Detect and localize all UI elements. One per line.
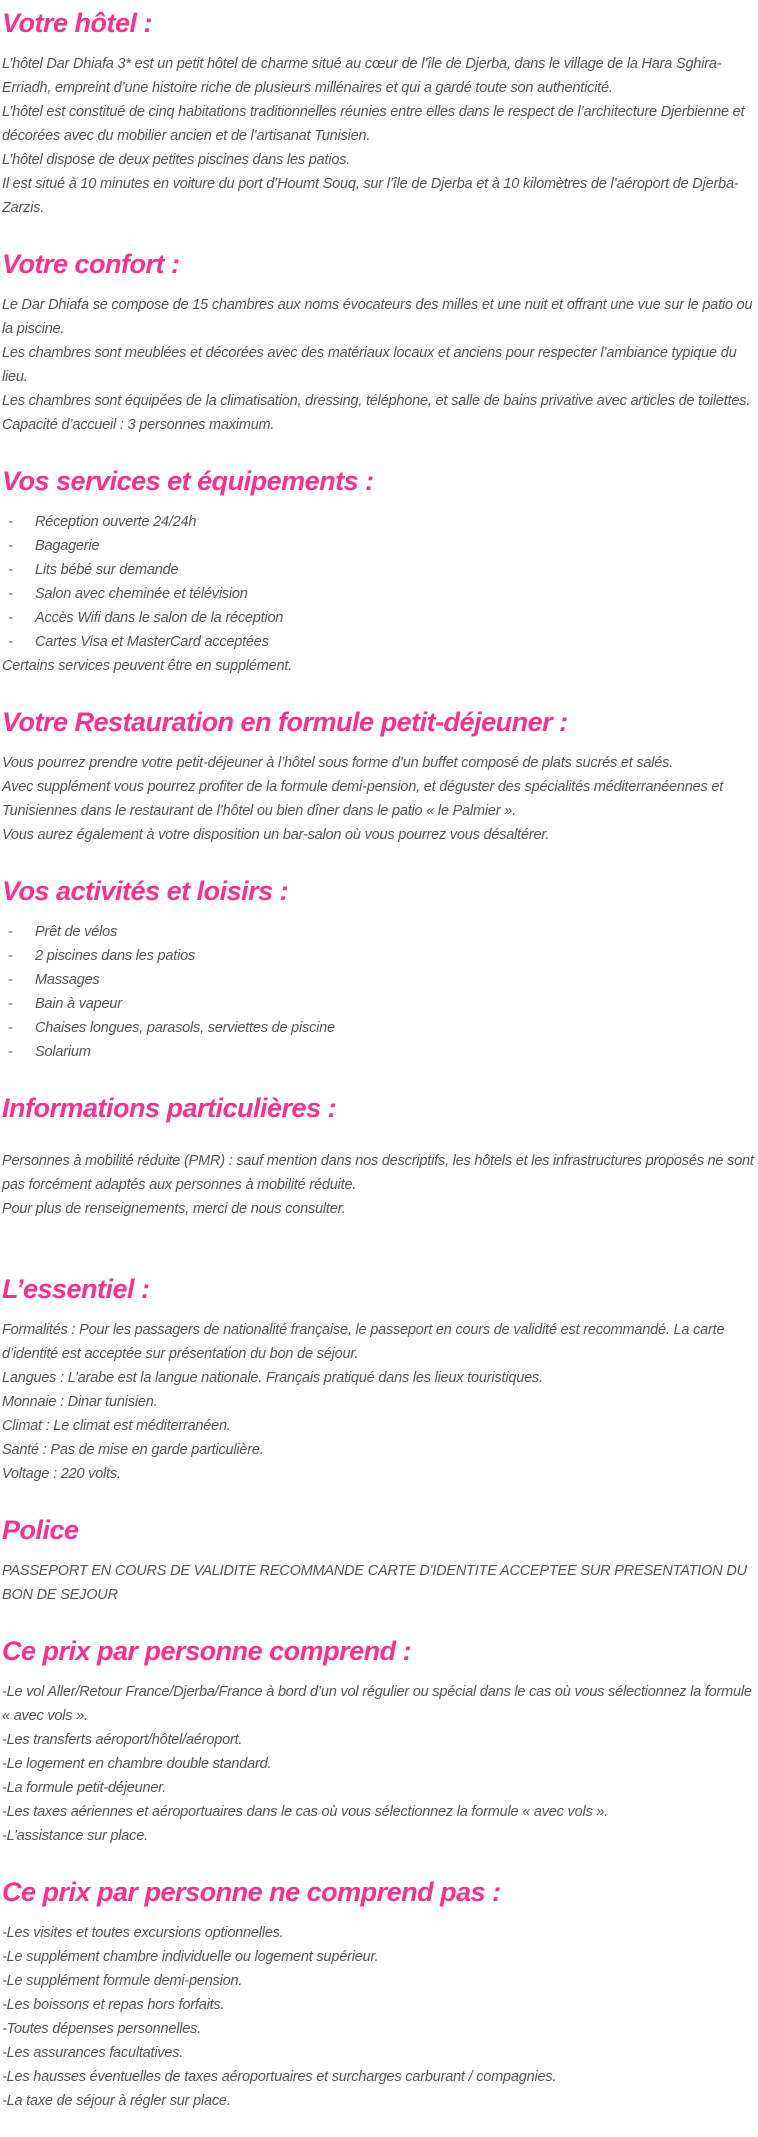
paragraph: -Les assurances facultatives. [2,2045,184,2061]
paragraph: Voltage : 220 volts. [2,1466,121,1482]
activites-list [2,920,755,1064]
section-prix-comprend [2,1634,755,1848]
paragraph: Avec supplément vous pourrez profiter de la formule demi-pension, et déguster des spécialités méditerranéennes et Tunisiennes dans le restaurant de l’hôtel ou bien dîner dans le patio « le Palmier ». [2,779,724,819]
paragraph: -Le supplément formule demi-pension. [2,1973,243,1989]
paragraph: -Le logement en chambre double standard. [2,1756,272,1772]
service-item: - Accès Wifi dans le salon de la réception [2,606,755,630]
activite-item: - Prêt de vélos [2,920,755,944]
paragraph: Les chambres sont équipées de la climatisation, dressing, téléphone, et salle de bains privative avec articles de toilettes. [2,393,751,409]
section-title-votre-confort: Votre confort : [2,249,180,279]
service-item: - Cartes Visa et MasterCard acceptées [2,630,755,654]
paragraph: -La taxe de séjour à régler sur place. [2,2093,231,2109]
section-police [2,1513,755,1607]
paragraph: Pour plus de renseignements, merci de nous consulter. [2,1201,346,1217]
paragraph: Il est situé à 10 minutes en voiture du port d’Houmt Souq, sur l’île de Djerba et à 10 kilomètres de l’aéroport de Djerba-Zarzis. [2,176,739,216]
paragraph: -Les visites et toutes excursions optionnelles. [2,1925,284,1941]
paragraph: Personnes à mobilité réduite (PMR) : sauf mention dans nos descriptifs, les hôtels et les infrastructures proposés ne sont pas forcément adaptés aux personnes à mobilité réduite. [2,1153,754,1193]
paragraph: Les chambres sont meublées et décorées avec des matériaux locaux et anciens pour respecter l’ambiance typique du lieu. [2,345,737,385]
service-item: - Réception ouverte 24/24h [2,510,755,534]
paragraph: -Le supplément chambre individuelle ou logement supérieur. [2,1949,379,1965]
paragraph: Climat : Le climat est méditerranéen. [2,1418,231,1434]
paragraph: -Les hausses éventuelles de taxes aéroportuaires et surcharges carburant / compagnies. [2,2069,557,2085]
section-title-prix-comprend: Ce prix par personne comprend : [2,1636,412,1666]
services-list [2,510,755,654]
paragraph: -Les taxes aériennes et aéroportuaires dans le cas où vous sélectionnez la formule « avec vols ». [2,1804,609,1820]
section-title-police: Police [2,1515,79,1545]
paragraph: L’hôtel dispose de deux petites piscines dans les patios. [2,152,351,168]
paragraph: -Le vol Aller/Retour France/Djerba/France à bord d’un vol régulier ou spécial dans le cas où vous sélectionnez la formule « avec vols ». [2,1684,752,1724]
paragraph: Monnaie : Dinar tunisien. [2,1394,158,1410]
activite-item: - Solarium [2,1040,755,1064]
section-title-prix-ne-comprend-pas: Ce prix par personne ne comprend pas : [2,1877,501,1907]
paragraph: Vous aurez également à votre disposition un bar-salon où vous pourrez vous désaltérer. [2,827,550,843]
service-item: - Bagagerie [2,534,755,558]
paragraph: -Toutes dépenses personnelles. [2,2021,202,2037]
paragraph: L’hôtel est constitué de cinq habitations traditionnelles réunies entre elles dans le respect de l’architecture Djerbienne et décorées avec du mobilier ancien et de l’artisanat Tunisien. [2,104,745,144]
services-footnote: Certains services peuvent être en supplément. [2,658,293,674]
service-item: - Lits bébé sur demande [2,558,755,582]
paragraph: Capacité d’accueil : 3 personnes maximum. [2,417,275,433]
section-infos-particulieres [2,1091,755,1221]
paragraph: Langues : L’arabe est la langue nationale. Français pratiqué dans les lieux touristiques. [2,1370,543,1386]
section-title-essentiel: L’essentiel : [2,1274,150,1304]
activite-item: - Chaises longues, parasols, serviettes de piscine [2,1016,755,1040]
section-services-equipements [2,464,755,678]
activite-item: - 2 piscines dans les patios [2,944,755,968]
section-votre-confort [2,247,755,437]
paragraph: Santé : Pas de mise en garde particulière. [2,1442,264,1458]
paragraph: -Les boissons et repas hors forfaits. [2,1997,225,2013]
section-title-services: Vos services et équipements : [2,466,374,496]
section-essentiel [2,1272,755,1486]
paragraph: -L’assistance sur place. [2,1828,148,1844]
paragraph: Le Dar Dhiafa se compose de 15 chambres aux noms évocateurs des milles et une nuit et offrant une vue sur le patio ou la piscine. [2,297,753,337]
paragraph: L’hôtel Dar Dhiafa 3* est un petit hôtel de charme situé au cœur de l’île de Djerba, dans le village de la Hara Sghira-Erriadh, empreint d’une histoire riche de plusieurs millénaires et qui a gardé toute son authenticité. [2,56,722,96]
service-item: - Salon avec cheminée et télévision [2,582,755,606]
paragraph: -Les transferts aéroport/hôtel/aéroport. [2,1732,243,1748]
paragraph: Formalités : Pour les passagers de nationalité française, le passeport en cours de validité est recommandé. La carte d’identité est acceptée sur présentation du bon de séjour. [2,1322,725,1362]
paragraph: Vous pourrez prendre votre petit-déjeuner à l’hôtel sous forme d’un buffet composé de plats sucrés et salés. [2,755,674,771]
paragraph: -La formule petit-déjeuner. [2,1780,167,1796]
section-restauration [2,705,755,847]
section-prix-ne-comprend-pas [2,1875,755,2113]
section-activites-loisirs [2,874,755,1064]
section-title-activites: Vos activités et loisirs : [2,876,289,906]
section-title-restauration: Votre Restauration en formule petit-déjeuner : [2,707,568,737]
hotel-description-document [2,6,755,2113]
activite-item: - Bain à vapeur [2,992,755,1016]
section-title-infos: Informations particulières : [2,1093,337,1123]
section-votre-hotel [2,6,755,220]
paragraph: PASSEPORT EN COURS DE VALIDITE RECOMMANDE CARTE D'IDENTITE ACCEPTEE SUR PRESENTATION DU BON DE SEJOUR [2,1563,747,1603]
activite-item: - Massages [2,968,755,992]
section-title-votre-hotel: Votre hôtel : [2,8,153,38]
